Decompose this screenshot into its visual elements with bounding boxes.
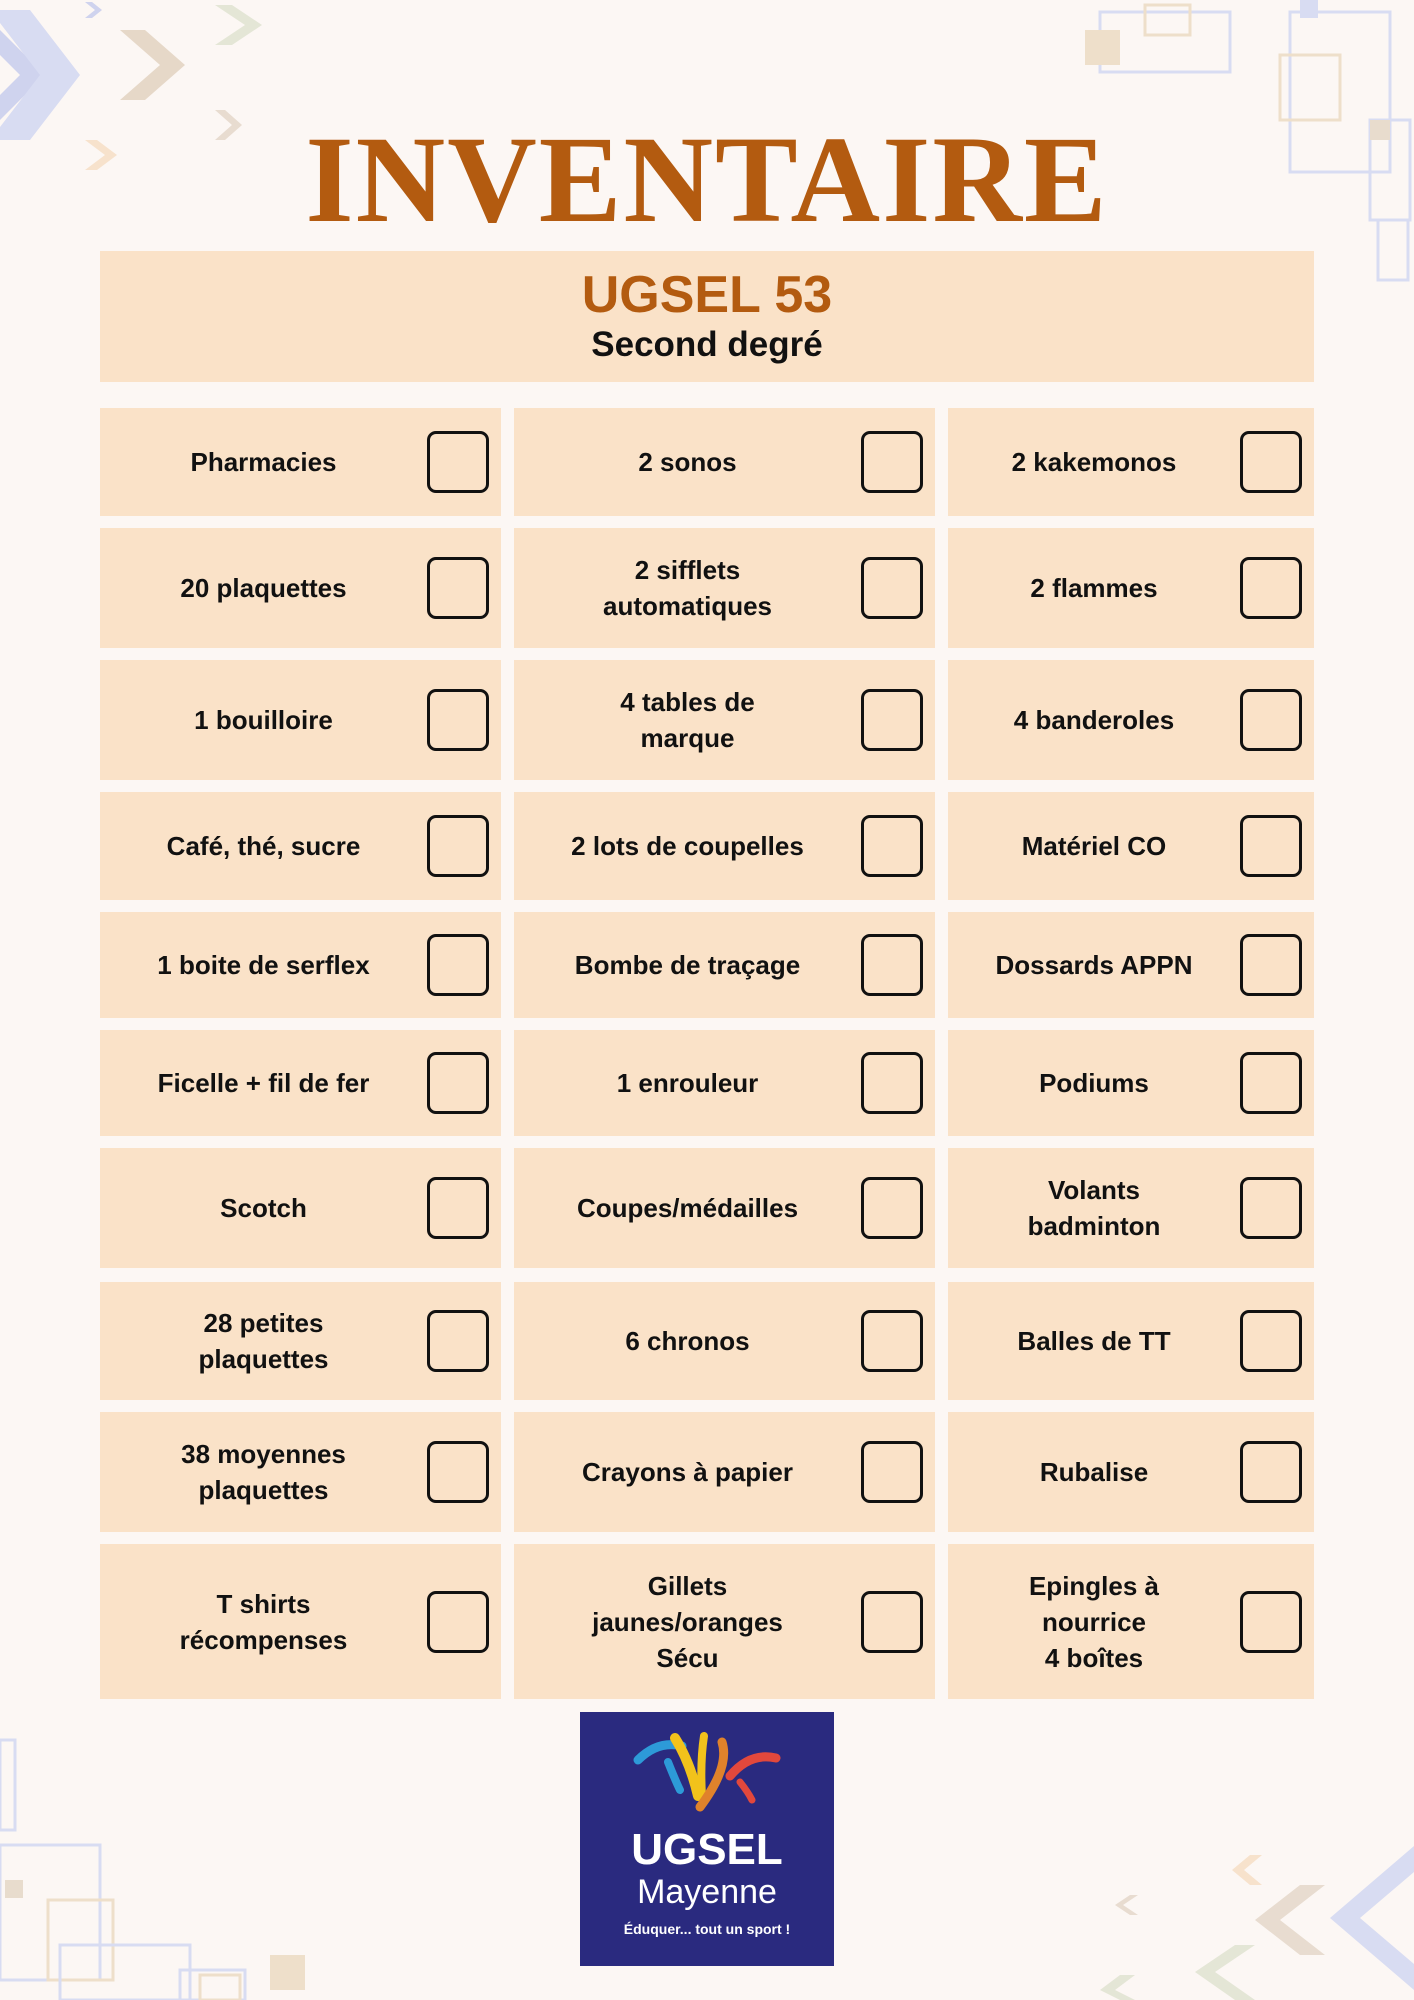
item-checkbox[interactable] bbox=[861, 934, 923, 996]
item-checkbox[interactable] bbox=[861, 1177, 923, 1239]
header-banner bbox=[100, 251, 1314, 382]
item-label: 2 sifflets automatiques bbox=[602, 555, 773, 621]
item-checkbox[interactable] bbox=[1240, 431, 1302, 493]
item-checkbox[interactable] bbox=[861, 1591, 923, 1653]
item-label: Gillets jaunes/oranges Sécu bbox=[592, 1570, 783, 1673]
people-figures-icon bbox=[580, 1712, 834, 1822]
item-label: 1 boite de serflex bbox=[157, 950, 370, 980]
item-label: Dossards APPN bbox=[995, 950, 1193, 980]
item-label: 38 moyennes plaquettes bbox=[181, 1439, 346, 1505]
logo-wordmark: UGSEL bbox=[631, 1825, 783, 1874]
chevron-icon bbox=[1115, 1895, 1138, 1915]
item-label: Epingles à nourrice 4 boîtes bbox=[1028, 1570, 1160, 1673]
inventory-item bbox=[100, 660, 501, 780]
item-label: Bombe de traçage bbox=[574, 950, 801, 980]
chevron-icon bbox=[1195, 1945, 1255, 2000]
square-outline bbox=[200, 1975, 240, 2000]
item-label: Matériel CO bbox=[1021, 831, 1167, 861]
inventory-item bbox=[100, 912, 501, 1018]
inventory-item bbox=[948, 1030, 1314, 1136]
inventory-item bbox=[100, 1282, 501, 1400]
inventory-item bbox=[514, 912, 935, 1018]
item-checkbox[interactable] bbox=[1240, 557, 1302, 619]
item-checkbox[interactable] bbox=[1240, 689, 1302, 751]
inventory-item bbox=[514, 408, 935, 516]
item-label: Ficelle + fil de fer bbox=[157, 1068, 370, 1098]
item-label: 4 banderoles bbox=[1013, 705, 1175, 735]
item-label: Scotch bbox=[220, 1193, 307, 1223]
square-outline bbox=[48, 1900, 113, 1980]
item-checkbox[interactable] bbox=[861, 557, 923, 619]
item-label: Podiums bbox=[1039, 1068, 1149, 1098]
item-checkbox[interactable] bbox=[1240, 1310, 1302, 1372]
item-label: 6 chronos bbox=[625, 1326, 750, 1356]
item-label: Pharmacies bbox=[190, 447, 337, 477]
chevron-icon bbox=[1100, 1975, 1135, 2000]
inventory-item bbox=[100, 1544, 501, 1699]
inventory-item bbox=[100, 1148, 501, 1268]
item-label: 20 plaquettes bbox=[180, 573, 347, 603]
inventory-item bbox=[948, 528, 1314, 648]
item-checkbox[interactable] bbox=[1240, 1052, 1302, 1114]
inventory-item bbox=[948, 1282, 1314, 1400]
chevron-icon bbox=[1255, 1885, 1325, 1955]
square-outline bbox=[0, 1845, 100, 1980]
item-checkbox[interactable] bbox=[427, 934, 489, 996]
inventory-item bbox=[100, 528, 501, 648]
item-checkbox[interactable] bbox=[427, 1052, 489, 1114]
item-label: 2 lots de coupelles bbox=[571, 831, 804, 861]
item-label: Coupes/médailles bbox=[576, 1193, 799, 1223]
inventory-item bbox=[514, 1030, 935, 1136]
inventory-item bbox=[514, 528, 935, 648]
item-label: 1 enrouleur bbox=[616, 1068, 759, 1098]
ugsel-logo bbox=[580, 1712, 834, 1966]
item-checkbox[interactable] bbox=[861, 1052, 923, 1114]
inventory-item bbox=[514, 1148, 935, 1268]
item-checkbox[interactable] bbox=[861, 689, 923, 751]
inventory-item bbox=[100, 792, 501, 900]
chevron-icon bbox=[120, 30, 185, 100]
item-label: Café, thé, sucre bbox=[166, 831, 361, 861]
item-checkbox[interactable] bbox=[427, 557, 489, 619]
item-label: Rubalise bbox=[1039, 1457, 1149, 1487]
inventory-item bbox=[948, 792, 1314, 900]
chevron-icon bbox=[215, 5, 262, 45]
item-checkbox[interactable] bbox=[427, 1310, 489, 1372]
item-checkbox[interactable] bbox=[427, 1591, 489, 1653]
page-title: INVENTAIRE bbox=[305, 111, 1109, 248]
square bbox=[5, 1880, 23, 1898]
inventory-item bbox=[948, 408, 1314, 516]
inventory-item bbox=[100, 408, 501, 516]
inventory-item bbox=[100, 1412, 501, 1532]
item-checkbox[interactable] bbox=[427, 1441, 489, 1503]
item-checkbox[interactable] bbox=[861, 1310, 923, 1372]
item-checkbox[interactable] bbox=[861, 815, 923, 877]
item-label: T shirts récompenses bbox=[179, 1588, 348, 1655]
item-label: 2 sonos bbox=[638, 447, 737, 477]
inventory-item bbox=[514, 1282, 935, 1400]
organization-name: UGSEL 53 bbox=[581, 266, 833, 324]
chevron-icon bbox=[85, 2, 102, 18]
item-checkbox[interactable] bbox=[1240, 934, 1302, 996]
logo-slogan: Éduquer... tout un sport ! bbox=[623, 1921, 791, 1937]
item-checkbox[interactable] bbox=[861, 431, 923, 493]
inventory-item bbox=[514, 660, 935, 780]
logo-region: Mayenne bbox=[637, 1873, 777, 1911]
square bbox=[270, 1955, 305, 1990]
item-checkbox[interactable] bbox=[427, 815, 489, 877]
inventory-item bbox=[948, 1148, 1314, 1268]
item-label: Balles de TT bbox=[1017, 1326, 1171, 1356]
item-label: Crayons à papier bbox=[582, 1457, 793, 1487]
item-label: 2 kakemonos bbox=[1011, 447, 1177, 477]
item-checkbox[interactable] bbox=[1240, 815, 1302, 877]
item-label: 4 tables de marque bbox=[620, 687, 755, 753]
inventory-item bbox=[514, 792, 935, 900]
square-outline bbox=[0, 1740, 15, 1830]
square bbox=[1085, 30, 1120, 65]
item-checkbox[interactable] bbox=[1240, 1177, 1302, 1239]
chevron-icon bbox=[1232, 1855, 1262, 1885]
item-checkbox[interactable] bbox=[1240, 1441, 1302, 1503]
inventory-item bbox=[948, 660, 1314, 780]
item-checkbox[interactable] bbox=[861, 1441, 923, 1503]
item-label: 2 flammes bbox=[1030, 573, 1158, 603]
item-checkbox[interactable] bbox=[1240, 1591, 1302, 1653]
chevron-icon bbox=[1330, 1846, 1414, 1990]
inventory-item bbox=[100, 1030, 501, 1136]
square-outline bbox=[1145, 5, 1190, 35]
inventory-item bbox=[514, 1412, 935, 1532]
square bbox=[1300, 0, 1318, 18]
square-outline bbox=[60, 1945, 190, 2000]
inventory-item bbox=[948, 1544, 1314, 1699]
item-checkbox[interactable] bbox=[427, 689, 489, 751]
item-label: 1 bouilloire bbox=[194, 705, 333, 735]
inventory-item bbox=[948, 912, 1314, 1018]
item-checkbox[interactable] bbox=[427, 1177, 489, 1239]
inventory-item bbox=[514, 1544, 935, 1699]
item-checkbox[interactable] bbox=[427, 431, 489, 493]
item-label: Volants badminton bbox=[1027, 1175, 1161, 1241]
item-label: 28 petites plaquettes bbox=[198, 1308, 329, 1374]
school-level: Second degré bbox=[591, 325, 823, 364]
inventory-item bbox=[948, 1412, 1314, 1532]
